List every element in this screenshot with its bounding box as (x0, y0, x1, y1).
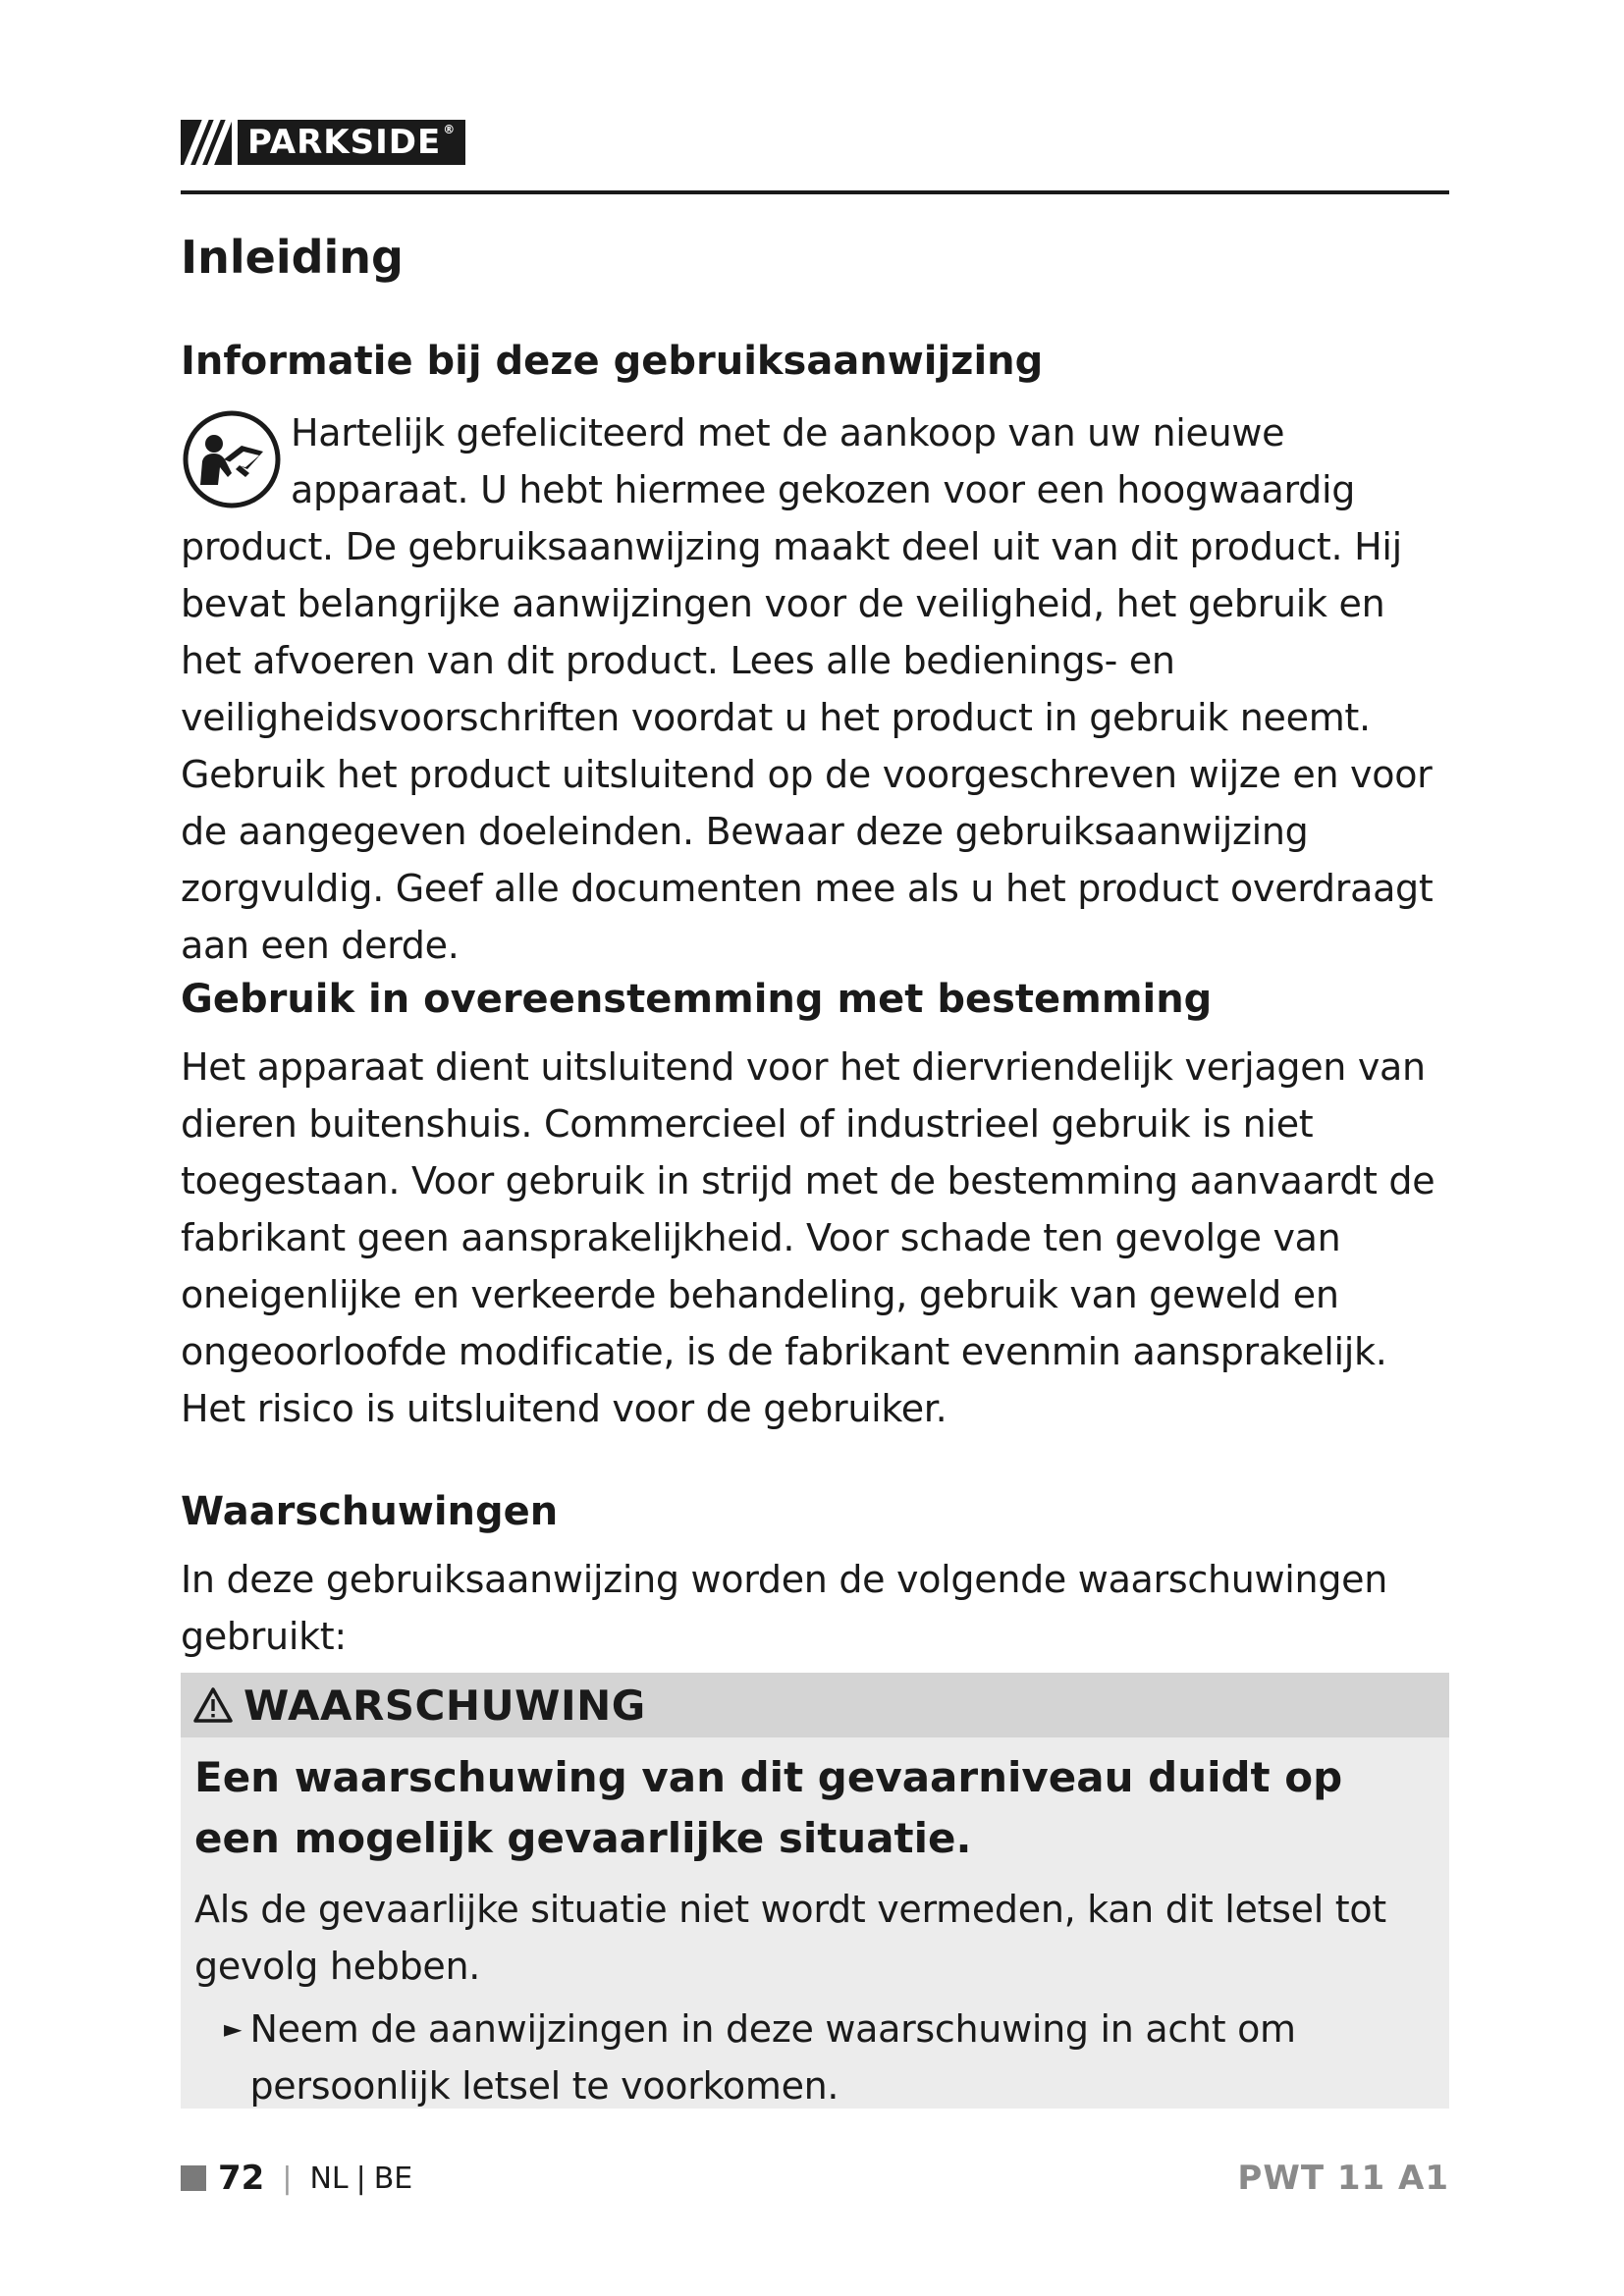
read-manual-icon (181, 408, 283, 510)
page-footer (181, 2156, 1449, 2201)
footer-square-icon (181, 2165, 206, 2191)
section-info-body (181, 404, 1449, 974)
footer-model: PWT 11 A1 (1237, 2159, 1449, 2198)
section-info-paragraph: Hartelijk gefeliciteerd met de aankoop van uw nieuwe apparaat. U hebt hiermee gekozen voor een hoogwaardig product. De gebruiksaanwijzing maakt deel uit van dit product. Hij bevat belangrijke aanwijzingen voor de veiligheid, het gebruik en het afvoeren van dit product. Lees alle bedienings- en veiligheidsvoorschriften voordat u het product in gebruik neemt. Gebruik het product uitsluitend op de voorgeschreven wijze en voor de aangegeven doeleinden. Bewaar deze gebruiksaanwijzing zorgvuldig. Geef alle documenten mee als u het product overdraagt aan een derde. (181, 411, 1434, 967)
logo-wordmark (238, 120, 465, 165)
section-title-warnings: Waarschuwingen (181, 1489, 559, 1534)
warning-bold-text: Een waarschuwing van dit gevaarniveau duidt op een mogelijk gevaarlijke situatie. (194, 1753, 1343, 1862)
parkside-logo (181, 120, 465, 165)
warning-triangle-icon (192, 1686, 234, 1724)
warning-text: Als de gevaarlijke situatie niet wordt vermeden, kan dit letsel tot gevolg hebben. (194, 1888, 1386, 1988)
warning-bullet-text: Neem de aanwijzingen in deze waarschuwing in acht om persoonlijk letsel te voorkomen. (249, 2007, 1296, 2108)
bullet-arrow-icon: ► (224, 2015, 243, 2043)
page-title: Inleiding (181, 231, 404, 284)
footer-lang-be: BE (373, 2161, 413, 2196)
section-warnings-paragraph: In deze gebruiksaanwijzing worden de volgende waarschuwingen gebruikt: (181, 1558, 1388, 1658)
logo-reg-mark: ® (443, 123, 457, 136)
warning-box (181, 1673, 1449, 2109)
footer-separator: | (282, 2161, 293, 2196)
warning-header (181, 1673, 1449, 1737)
section-title-info: Informatie bij deze gebruiksaanwijzing (181, 339, 1044, 384)
footer-page-number: 72 (218, 2159, 265, 2198)
warning-label: WAARSCHUWING (244, 1681, 646, 1730)
section-use-paragraph: Het apparaat dient uitsluitend voor het diervriendelijk verjagen van dieren buitenshuis. Commercieel of industrieel gebruik is niet toegestaan. Voor gebruik in strijd met de bestemming aanvaardt de fabrikant geen aansprakelijkheid. Voor schade ten gevolge van oneigenlijke en verkeerde behandeling, gebruik van geweld en ongeoorloofde modificatie, is de fabrikant evenmin aansprakelijk. Het risico is uitsluitend voor de gebruiker. (181, 1045, 1435, 1430)
manual-page (181, 0, 1449, 2296)
header-divider (181, 190, 1449, 194)
warning-bullet-item (224, 2001, 1422, 2114)
section-title-use: Gebruik in overeenstemming met bestemming (181, 977, 1213, 1022)
logo-brand-text: PARKSIDE (247, 123, 442, 162)
logo-slashes-icon (181, 120, 232, 165)
footer-lang-nl: NL (309, 2161, 349, 2196)
footer-lang-separator: | (355, 2161, 366, 2196)
